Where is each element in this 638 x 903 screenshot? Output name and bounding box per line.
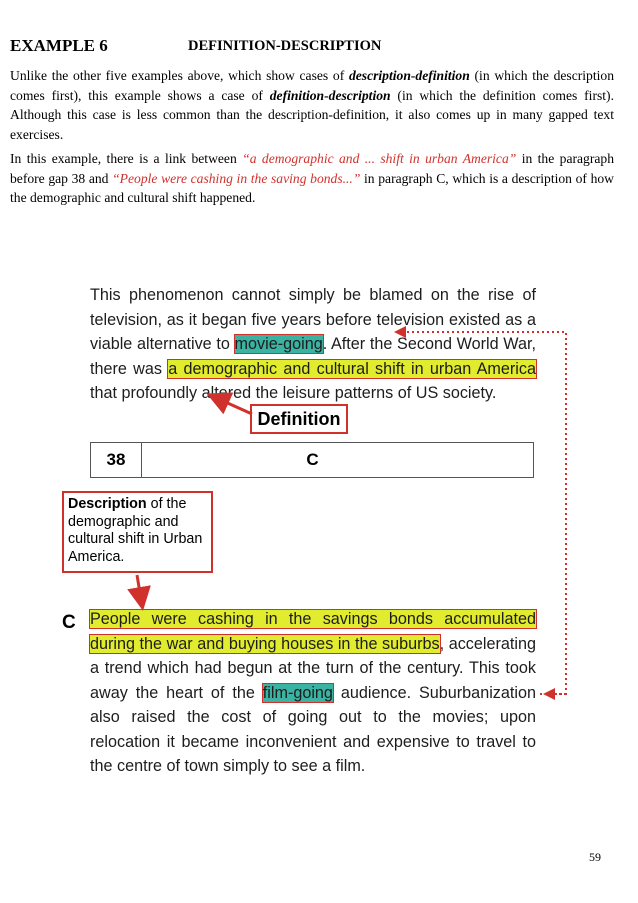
description-label bbox=[62, 491, 213, 573]
term-definition-description: definition-description bbox=[269, 87, 391, 103]
text-run: that profoundly altered the leisure patterns of US society. bbox=[90, 384, 497, 402]
highlight-description: People were cashing in the savings bonds accumulated during the war and buying houses in the suburbs bbox=[90, 610, 536, 653]
text-run: . After the Second World War, there was bbox=[90, 335, 536, 378]
term-description-definition: description-definition bbox=[348, 68, 470, 83]
text-run: (in which the description comes first), this example shows a case of bbox=[10, 68, 614, 103]
link-paragraph bbox=[10, 149, 614, 208]
section-heading bbox=[10, 36, 630, 56]
arrow-to-paragraph-c-icon bbox=[137, 575, 142, 605]
gap-table bbox=[90, 442, 534, 478]
highlight-definition: a demographic and cultural shift in urban America bbox=[168, 359, 536, 378]
text-run: in paragraph C, which is a description of how the demographic and cultural shift happened. bbox=[10, 170, 614, 206]
excerpt-before-gap bbox=[90, 283, 536, 406]
text-run: , accelerating a trend which had begun at the turn of the century. This took away the heart of the bbox=[90, 634, 536, 702]
text-run: In this example, there is a link between bbox=[10, 151, 243, 166]
text-run: This phenomenon cannot simply be blamed on the rise of television, as it began five years before television existed as a viable alternative to bbox=[90, 286, 536, 353]
highlight-movie-going: movie-going bbox=[234, 335, 323, 353]
quote-description: “People were cashing in the saving bonds...” bbox=[112, 170, 361, 186]
description-label-bold: Description bbox=[68, 496, 147, 512]
text-run: Unlike the other five examples above, which show cases of bbox=[10, 68, 349, 83]
page-number: 59 bbox=[589, 850, 601, 864]
text-run: audience. Suburbanization also raised the cost of going out to the movies; upon relocation it became inconvenient and expensive to travel to the centre of town simply to see a film. bbox=[90, 683, 536, 775]
gap-answer: C bbox=[306, 450, 319, 469]
example-number: EXAMPLE 6 bbox=[10, 36, 108, 55]
excerpt-paragraph-c bbox=[90, 607, 536, 779]
paragraph-letter: C bbox=[62, 612, 76, 633]
description-label-text: of the demographic and cultural shift in Urban America. bbox=[68, 496, 203, 565]
quote-definition: “a demographic and ... shift in urban America” bbox=[242, 151, 517, 166]
definition-label: Definition bbox=[250, 404, 348, 434]
intro-paragraph bbox=[10, 66, 614, 145]
text-run: in the paragraph before gap 38 and bbox=[10, 151, 614, 186]
gap-number: 38 bbox=[91, 443, 142, 477]
text-run: (in which the definition comes first). Although this case is less common than the description-definition, it also comes up in many gapped text exercises. bbox=[10, 87, 614, 143]
highlight-film-going: film-going bbox=[262, 683, 333, 702]
example-title: DEFINITION-DESCRIPTION bbox=[188, 38, 382, 54]
